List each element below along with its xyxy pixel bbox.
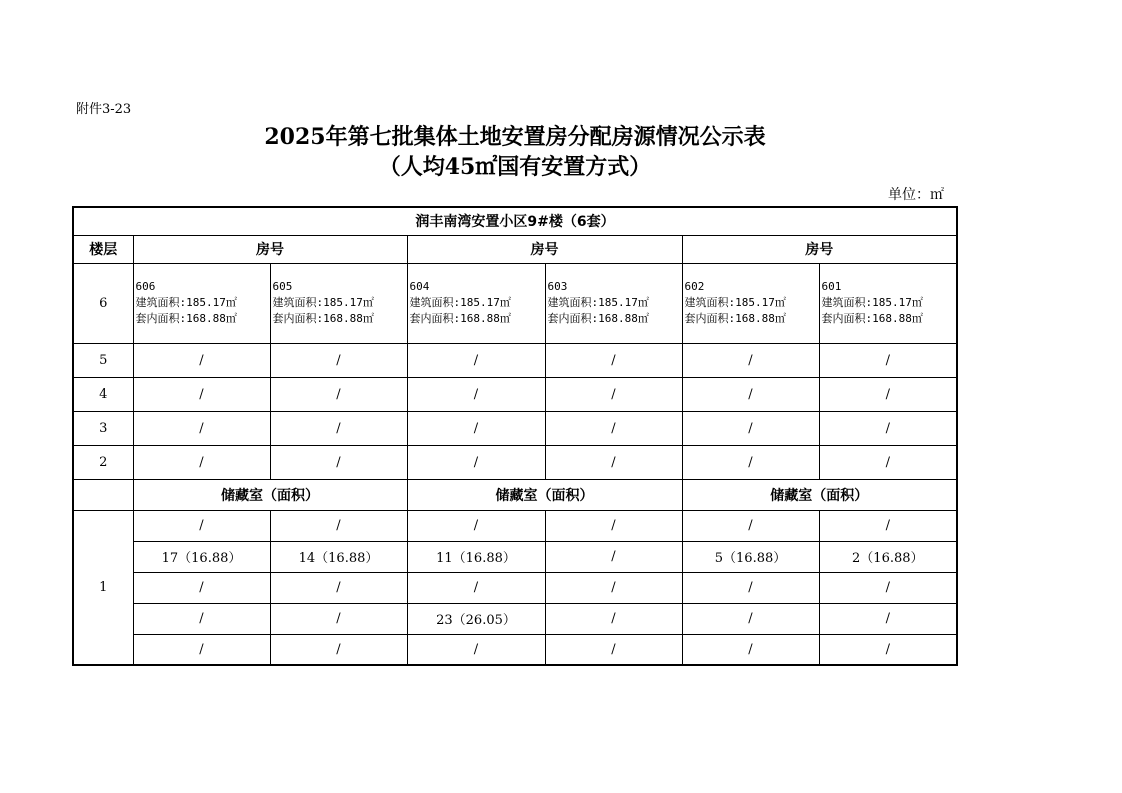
unit-cell: / — [819, 445, 957, 479]
building-area: 建筑面积:185.17㎡ — [547, 296, 649, 309]
inner-area: 套内面积:168.88㎡ — [272, 312, 374, 325]
unit-cell: / — [682, 411, 819, 445]
building-header: 润丰南湾安置小区9#楼（6套） — [73, 207, 957, 235]
storage-cell: / — [133, 510, 270, 541]
storage-cell: / — [270, 603, 407, 634]
storage-cell: / — [682, 603, 819, 634]
building-area: 建筑面积:185.17㎡ — [821, 296, 923, 309]
storage-header: 储藏室（面积） — [682, 479, 957, 510]
storage-cell: 2（16.88） — [819, 541, 957, 572]
storage-cell: / — [819, 634, 957, 665]
unit-cell: / — [407, 411, 545, 445]
building-area: 建筑面积:185.17㎡ — [409, 296, 511, 309]
unit-cell: / — [682, 343, 819, 377]
housing-table — [72, 206, 958, 666]
storage-cell: / — [819, 603, 957, 634]
storage-cell: / — [407, 510, 545, 541]
storage-cell: 5（16.88） — [682, 541, 819, 572]
page-subtitle: （人均45㎡国有安置方式） — [378, 154, 652, 180]
unit-cell: / — [407, 377, 545, 411]
unit-cell: / — [133, 411, 270, 445]
unit-cell: / — [133, 445, 270, 479]
storage-header-row — [73, 479, 957, 510]
storage-cell: / — [270, 572, 407, 603]
room-header: 房号 — [407, 235, 682, 263]
unit-cell: / — [407, 445, 545, 479]
storage-cell: 14（16.88） — [270, 541, 407, 572]
unit-cell: / — [133, 377, 270, 411]
floor-row-2 — [73, 445, 957, 479]
storage-cell: / — [819, 510, 957, 541]
unit-number: 602 — [684, 280, 705, 293]
storage-cell: / — [270, 634, 407, 665]
storage-cell: / — [819, 572, 957, 603]
unit-cell: / — [819, 343, 957, 377]
unit-cell: / — [545, 445, 682, 479]
room-header: 房号 — [682, 235, 957, 263]
unit-cell: / — [270, 377, 407, 411]
unit-cell — [407, 263, 545, 343]
floor-row-6 — [73, 263, 957, 343]
storage-cell: / — [407, 572, 545, 603]
storage-row — [73, 572, 957, 603]
unit-cell: / — [270, 343, 407, 377]
unit-cell — [133, 263, 270, 343]
storage-cell: / — [133, 603, 270, 634]
unit-cell — [682, 263, 819, 343]
unit-number: 604 — [409, 280, 430, 293]
unit-cell: / — [819, 411, 957, 445]
unit-cell: / — [819, 377, 957, 411]
unit-cell — [819, 263, 957, 343]
storage-row — [73, 541, 957, 572]
inner-area: 套内面积:168.88㎡ — [547, 312, 649, 325]
floor-number: 3 — [73, 411, 133, 445]
floor-row-5 — [73, 343, 957, 377]
storage-header: 储藏室（面积） — [407, 479, 682, 510]
storage-row — [73, 634, 957, 665]
floor-row-4 — [73, 377, 957, 411]
storage-cell: / — [545, 510, 682, 541]
storage-cell: / — [270, 510, 407, 541]
storage-cell: 17（16.88） — [133, 541, 270, 572]
storage-cell: / — [682, 510, 819, 541]
storage-cell: / — [545, 541, 682, 572]
inner-area: 套内面积:168.88㎡ — [684, 312, 786, 325]
floor-number: 6 — [73, 263, 133, 343]
unit-cell: / — [545, 343, 682, 377]
inner-area: 套内面积:168.88㎡ — [409, 312, 511, 325]
storage-cell: / — [682, 572, 819, 603]
unit-number: 601 — [821, 280, 842, 293]
storage-cell: / — [133, 572, 270, 603]
floor-number: 1 — [73, 510, 133, 665]
unit-cell: / — [682, 377, 819, 411]
unit-cell: / — [270, 411, 407, 445]
building-header-row — [73, 207, 957, 235]
unit-number: 606 — [135, 280, 156, 293]
floor-header: 楼层 — [73, 235, 133, 263]
unit-cell: / — [407, 343, 545, 377]
floor-row-3 — [73, 411, 957, 445]
inner-area: 套内面积:168.88㎡ — [821, 312, 923, 325]
inner-area: 套内面积:168.88㎡ — [135, 312, 237, 325]
unit-cell — [270, 263, 407, 343]
storage-row — [73, 510, 957, 541]
storage-cell: / — [545, 603, 682, 634]
page-title: 2025年第七批集体土地安置房分配房源情况公示表 — [264, 124, 766, 150]
unit-number: 603 — [547, 280, 568, 293]
storage-cell: 11（16.88） — [407, 541, 545, 572]
unit-cell: / — [682, 445, 819, 479]
storage-cell: 23（26.05） — [407, 603, 545, 634]
column-header-row — [73, 235, 957, 263]
storage-cell: / — [133, 634, 270, 665]
room-header: 房号 — [133, 235, 407, 263]
unit-cell: / — [545, 411, 682, 445]
attachment-label: 附件3-23 — [76, 102, 132, 117]
floor-number: 2 — [73, 445, 133, 479]
unit-cell — [545, 263, 682, 343]
storage-header: 储藏室（面积） — [133, 479, 407, 510]
unit-cell: / — [270, 445, 407, 479]
unit-cell: / — [133, 343, 270, 377]
storage-row — [73, 603, 957, 634]
building-area: 建筑面积:185.17㎡ — [135, 296, 237, 309]
floor-number: 4 — [73, 377, 133, 411]
storage-cell: / — [682, 634, 819, 665]
storage-cell: / — [545, 634, 682, 665]
storage-cell: / — [545, 572, 682, 603]
floor-number: 5 — [73, 343, 133, 377]
unit-label: 单位：㎡ — [888, 187, 944, 203]
building-area: 建筑面积:185.17㎡ — [272, 296, 374, 309]
storage-cell: / — [407, 634, 545, 665]
unit-cell: / — [545, 377, 682, 411]
building-area: 建筑面积:185.17㎡ — [684, 296, 786, 309]
unit-number: 605 — [272, 280, 293, 293]
empty-cell — [73, 479, 133, 510]
